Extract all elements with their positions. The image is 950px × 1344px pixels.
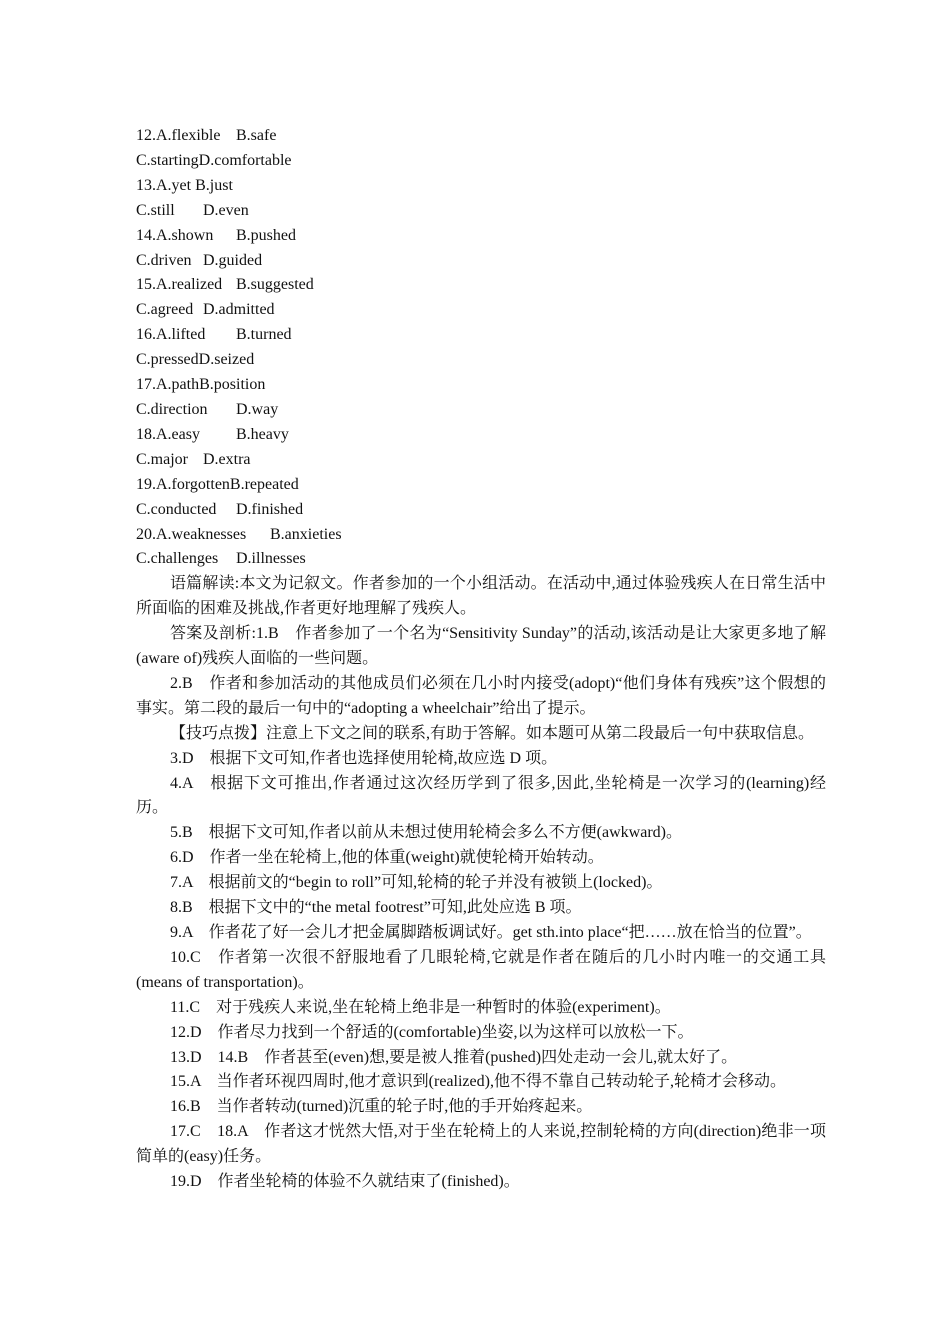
option-right: D.illnesses xyxy=(236,550,306,568)
option-right: B.repeated xyxy=(229,475,299,493)
option-left: 19.A.forgotten xyxy=(136,475,230,493)
option-left: C.conducted xyxy=(136,500,217,518)
option-left: 14.A.shown xyxy=(136,226,214,244)
explanation-section xyxy=(136,572,826,1195)
option-left: C.still xyxy=(136,201,175,219)
option-right: D.guided xyxy=(203,251,263,269)
option-row xyxy=(136,124,826,149)
option-left: 16.A.lifted xyxy=(136,326,206,344)
option-row xyxy=(136,224,826,249)
option-row xyxy=(136,398,826,423)
option-right: D.way xyxy=(236,400,279,418)
answer-explanation: 12.D 作者尽力找到一个舒适的(comfortable)坐姿,以为这样可以放松一下。 xyxy=(170,1023,694,1041)
option-row xyxy=(136,498,826,523)
option-right: D.finished xyxy=(236,500,304,518)
document-page xyxy=(136,124,826,1195)
answer-explanation: 10.C 作者第一次很不舒服地看了几眼轮椅,它就是作者在随后的几小时内唯一的交通工具(means of transportation)。 xyxy=(136,948,826,991)
answer-explanation: 16.B 当作者转动(turned)沉重的轮子时,他的手开始疼起来。 xyxy=(170,1098,593,1116)
passage-summary: 语篇解读:本文为记叙文。作者参加的一个小组活动。在活动中,通过体验残疾人在日常生活中所面临的困难及挑战,作者更好地理解了残疾人。 xyxy=(136,575,826,618)
option-right: B.just xyxy=(195,176,233,194)
option-left: 17.A.path xyxy=(136,376,200,394)
option-left: C.direction xyxy=(136,400,208,418)
answer-explanation: 7.A 根据前文的“begin to roll”可知,轮椅的轮子并没有被锁上(locked)。 xyxy=(170,874,663,892)
option-left: 20.A.weaknesses xyxy=(136,525,247,543)
answer-explanation: 11.C 对于残疾人来说,坐在轮椅上绝非是一种暂时的体验(experiment)。 xyxy=(170,998,671,1016)
option-left: C.pressed xyxy=(136,351,199,369)
option-right: B.anxieties xyxy=(270,525,342,543)
option-row xyxy=(136,348,826,373)
option-row xyxy=(136,273,826,298)
option-row xyxy=(136,199,826,224)
option-row xyxy=(136,423,826,448)
option-left: 12.A.flexible xyxy=(136,127,221,144)
option-left: 13.A.yet xyxy=(136,176,192,194)
option-right: D.extra xyxy=(203,450,251,468)
answer-explanation: 2.B 作者和参加活动的其他成员们必须在几小时内接受(adopt)“他们身体有残疾”这个假想的事实。第二段的最后一句中的“adopting a wheelchair”给出了提示。 xyxy=(136,674,826,717)
option-row xyxy=(136,249,826,274)
option-row xyxy=(136,523,826,548)
answer-explanation: 9.A 作者花了好一会儿才把金属脚踏板调试好。get sth.into place“把……放在恰当的位置”。 xyxy=(170,924,812,941)
option-right: B.safe xyxy=(236,127,277,144)
option-row xyxy=(136,298,826,323)
option-row xyxy=(136,547,826,572)
option-left: C.driven xyxy=(136,251,192,269)
option-row xyxy=(136,149,826,174)
option-right: D.even xyxy=(203,201,249,219)
answer-explanation: 13.D 14.B 作者甚至(even)想,要是被人推着(pushed)四处走动一会儿,就太好了。 xyxy=(170,1048,738,1066)
option-left: C.major xyxy=(136,450,188,468)
option-left: C.starting xyxy=(136,151,199,169)
option-row xyxy=(136,174,826,199)
answer-explanation: 6.D 作者一坐在轮椅上,他的体重(weight)就使轮椅开始转动。 xyxy=(170,849,604,867)
option-right: D.admitted xyxy=(203,301,275,319)
option-row xyxy=(136,448,826,473)
option-left: C.agreed xyxy=(136,301,194,319)
option-row xyxy=(136,373,826,398)
option-left: 18.A.easy xyxy=(136,425,200,443)
answer-explanation: 4.A 根据下文可推出,作者通过这次经历学到了很多,因此,坐轮椅是一次学习的(learning)经历。 xyxy=(136,774,826,817)
answer-explanation: 5.B 根据下文可知,作者以前从未想过使用轮椅会多么不方便(awkward)。 xyxy=(170,824,682,842)
answer-explanation: 答案及剖析:1.B 作者参加了一个名为“Sensitivity Sunday”的活动,该活动是让大家更多地了解(aware of)残疾人面临的一些问题。 xyxy=(136,625,826,668)
answer-explanation: 3.D 根据下文可知,作者也选择使用轮椅,故应选 D 项。 xyxy=(170,749,558,767)
tip-note: 【技巧点拨】注意上下文之间的联系,有助于答解。如本题可从第二段最后一句中获取信息。 xyxy=(170,724,815,742)
option-row xyxy=(136,323,826,348)
option-right: B.heavy xyxy=(236,425,289,443)
option-left: C.challenges xyxy=(136,550,219,568)
option-right: D.comfortable xyxy=(198,151,292,169)
options-list xyxy=(136,124,826,572)
option-left: 15.A.realized xyxy=(136,276,223,294)
option-row xyxy=(136,473,826,498)
option-right: B.pushed xyxy=(236,226,296,244)
answer-explanation: 8.B 根据下文中的“the metal footrest”可知,此处应选 B 项。 xyxy=(170,899,582,917)
answer-explanation: 17.C 18.A 作者这才恍然大悟,对于坐在轮椅上的人来说,控制轮椅的方向(direction)绝非一项简单的(easy)任务。 xyxy=(136,1123,826,1166)
option-right: D.seized xyxy=(198,351,255,369)
option-right: B.position xyxy=(199,376,266,394)
answer-explanation: 15.A 当作者环视四周时,他才意识到(realized),他不得不靠自己转动轮子,轮椅才会移动。 xyxy=(170,1073,786,1091)
answer-explanation: 19.D 作者坐轮椅的体验不久就结束了(finished)。 xyxy=(170,1173,520,1191)
option-right: B.turned xyxy=(236,326,292,344)
option-right: B.suggested xyxy=(236,276,314,294)
